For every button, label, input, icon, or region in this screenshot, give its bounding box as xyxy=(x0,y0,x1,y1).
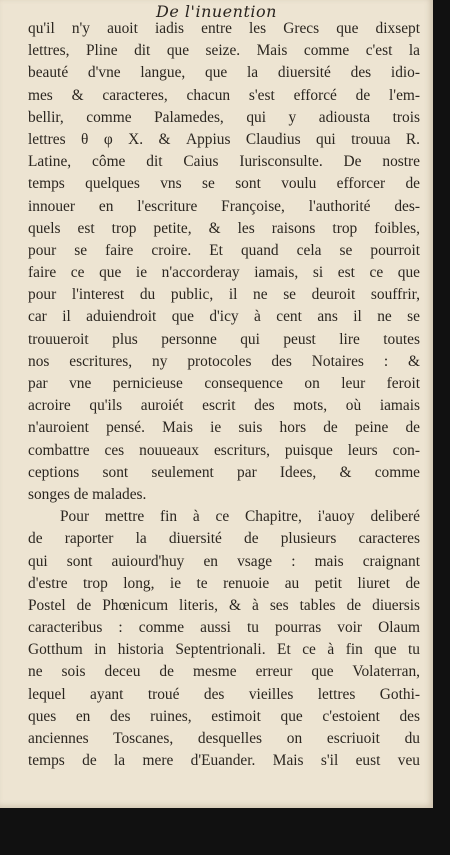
text-line: trouueroit plus personne qui peust lire toutes xyxy=(28,330,420,348)
text-line: temps quelques vns se sont voulu efforcer de xyxy=(28,175,420,193)
body-text xyxy=(28,18,420,772)
text-line: pour l'interest du public, il ne se deuroit souffrir, xyxy=(28,286,420,304)
scan-edge xyxy=(433,0,450,855)
text-line: lettres, Pline dit que seize. Mais comme c'est la xyxy=(28,42,420,60)
text-line: combattre ces nouueaux escriturs, puisque leurs con- xyxy=(28,441,420,459)
text-line: bellir, comme Palamedes, qui y adiousta trois xyxy=(28,108,420,126)
running-title: De l'inuention xyxy=(156,2,277,21)
text-line: Postel de Phœnicum literis, & à ses tables de diuersis xyxy=(28,596,420,614)
text-line: Pour mettre fin à ce Chapitre, i'auoy deliberé xyxy=(60,508,420,526)
text-line: beauté d'vne langue, que la diuersité des idio- xyxy=(28,64,420,82)
text-line: faire ce que ie n'accorderay iamais, si est ce que xyxy=(28,264,420,282)
text-line: Gotthum in historia Septentrionali. Et ce à fin que tu xyxy=(28,641,420,659)
text-line: innouer en l'escriture Françoise, l'authorité des- xyxy=(28,197,420,215)
text-line: pour se faire croire. Et quand cela se pourroit xyxy=(28,241,420,259)
text-line: de raporter la diuersité de plusieurs caracteres xyxy=(28,530,420,548)
text-line: temps de la mere d'Euander. Mais s'il eust veu xyxy=(28,752,420,770)
text-line: acroire qu'ils auroiét escrit des mots, où iamais xyxy=(28,397,420,415)
paragraph-1 xyxy=(28,18,420,506)
text-line: lequel ayant troué des vieilles lettres Gothi- xyxy=(28,685,420,703)
text-line: nos escritures, ny protocoles des Notaires : & xyxy=(28,352,420,370)
text-line: ne sois deceu de mesme erreur que Volaterran, xyxy=(28,663,420,681)
text-line: Latine, côme dit Caius Iurisconsulte. De nostre xyxy=(28,153,420,171)
paragraph-2 xyxy=(28,506,420,772)
text-line: qui sont auiourd'huy en vsage : mais craignant xyxy=(28,552,420,570)
scan-background xyxy=(0,808,450,855)
text-line: d'estre trop long, ie te renuoie au petit liuret de xyxy=(28,574,420,592)
text-line: ceptions sont seulement par Idees, & comme xyxy=(28,463,420,481)
text-line: caracteribus : comme aussi tu pourras voir Olaum xyxy=(28,619,420,637)
text-line: par vne pernicieuse consequence on leur feroit xyxy=(28,375,420,392)
text-line: ques en des ruines, estimoit que c'estoient des xyxy=(28,707,420,725)
text-line: quels est trop petite, & les raisons trop foibles, xyxy=(28,219,420,237)
text-line: lettres θ φ Χ. & Appius Claudius qui trouua R. xyxy=(28,130,420,148)
text-line: qu'il n'y auoit iadis entre les Grecs que dixsept xyxy=(28,20,420,37)
text-line: anciennes Toscanes, desquelles on escriuoit du xyxy=(28,730,420,747)
text-line: songes de malades. xyxy=(28,485,147,503)
text-line: n'auroient pensé. Mais ie suis hors de peine de xyxy=(28,419,420,437)
text-line: mes & caracteres, chacun s'est efforcé de l'em- xyxy=(28,86,420,104)
text-line: car il aduiendroit que d'icy à cent ans il ne se xyxy=(28,308,420,326)
